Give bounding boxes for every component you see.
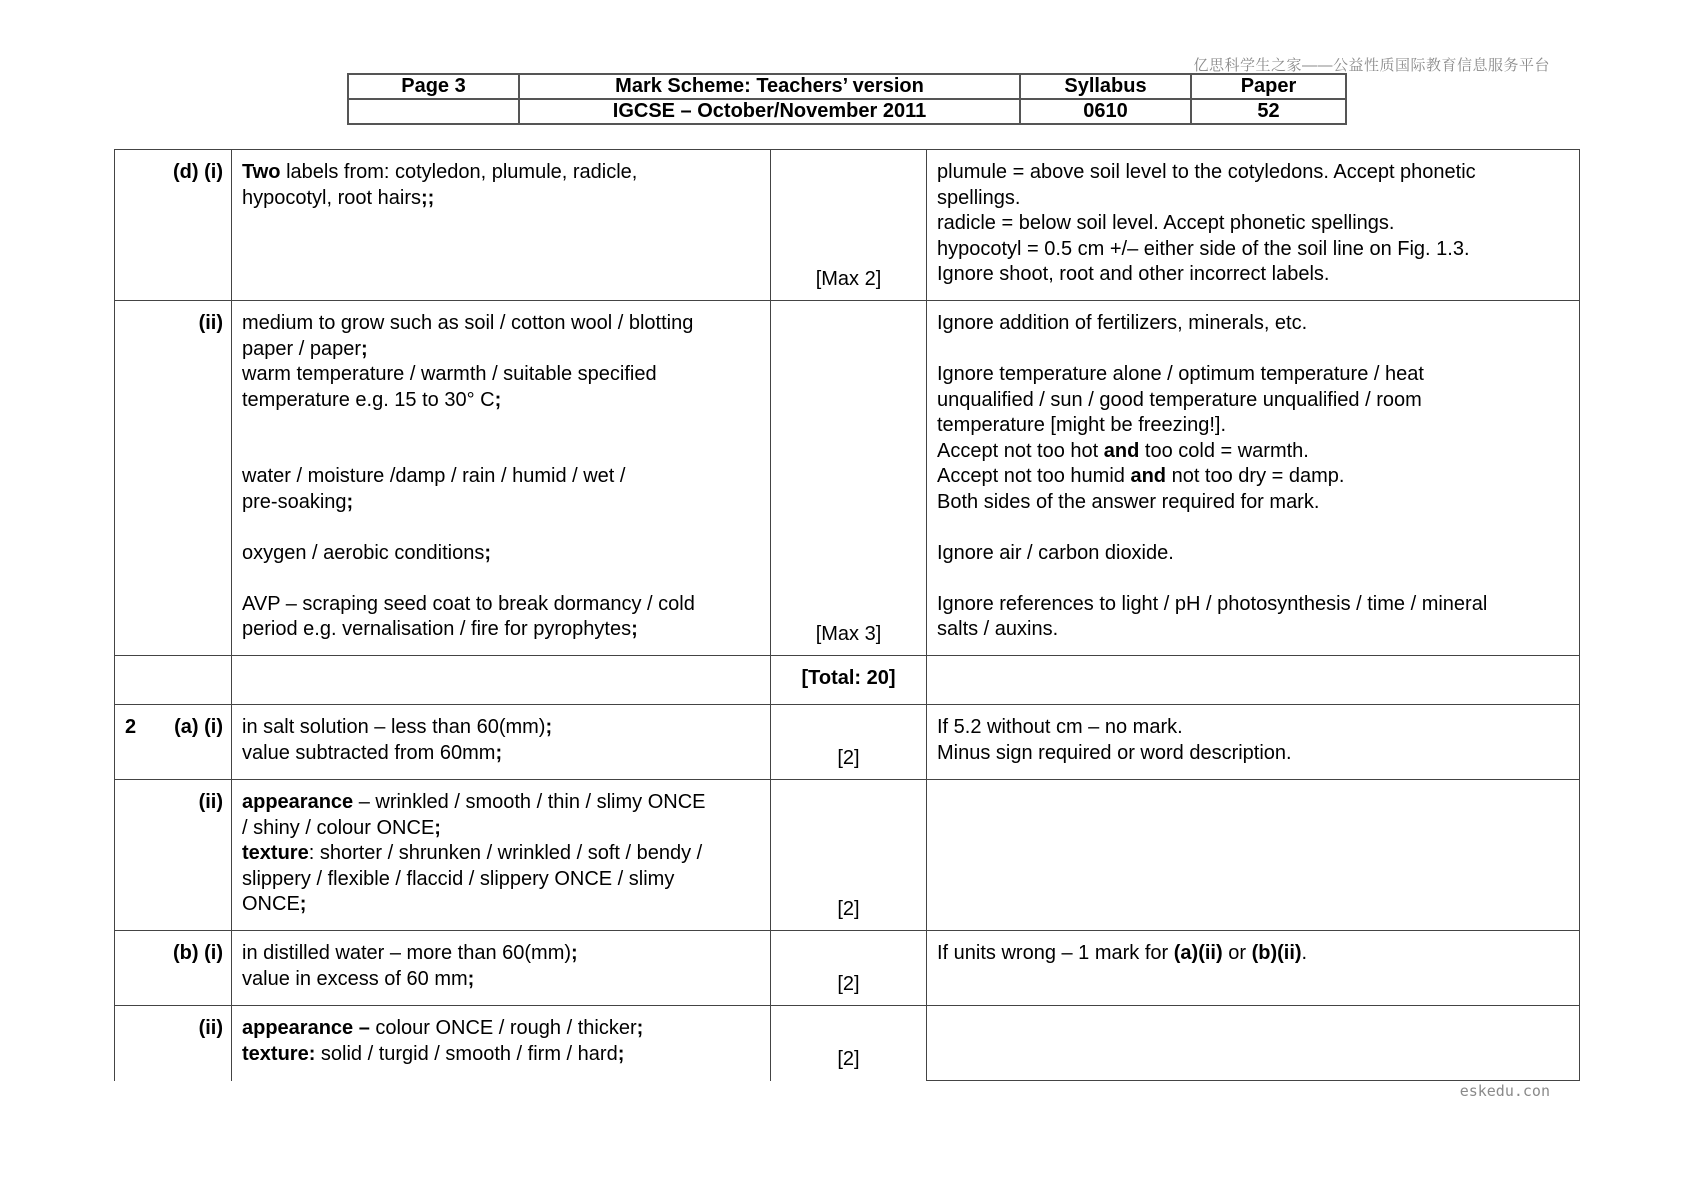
- table-row: [115, 150, 1580, 301]
- document-title: Mark Scheme: Teachers’ version: [519, 74, 1020, 99]
- guidance-cell: If 5.2 without cm – no mark. Minus sign required or word description.: [927, 705, 1580, 780]
- question-part: (ii): [115, 301, 232, 656]
- table-row: [115, 301, 1580, 656]
- mark-scheme-table: [114, 149, 1580, 1081]
- answer-cell: appearance – wrinkled / smooth / thin / slimy ONCE / shiny / colour ONCE; texture: shorter / shrunken / wrinkled / soft / bendy / slippery / flexible / flaccid / slippery ONCE / slimy ONCE;: [232, 780, 771, 931]
- marks-cell: [2]: [771, 705, 927, 780]
- watermark-top: 亿思科学生之家——公益性质国际教育信息服务平台: [1193, 57, 1550, 74]
- guidance-cell: Ignore addition of fertilizers, minerals, etc. Ignore temperature alone / optimum temperature / heat unqualified / sun / good temperature unqualified / room temperature [might be freezing!]. Accept not too hot and too cold = warmth. Accept not too humid and not too dry = damp. Both sides of the answer required for mark. Ignore air / carbon dioxide. Ignore references to light / pH / photosynthesis / time / mineral salts / auxins.: [927, 301, 1580, 656]
- table-row: [115, 656, 1580, 705]
- marks-cell: [2]: [771, 780, 927, 931]
- page-header-table: [347, 73, 1347, 125]
- watermark-bottom: eskedu.con: [1459, 1082, 1550, 1100]
- table-row: [115, 1006, 1580, 1081]
- question-part: (d) (i): [115, 150, 232, 301]
- question-part: (ii): [115, 1006, 232, 1081]
- page-number: Page 3: [348, 74, 519, 99]
- answer-cell: in salt solution – less than 60(mm); value subtracted from 60mm;: [232, 705, 771, 780]
- guidance-cell: [927, 780, 1580, 931]
- table-row: [115, 705, 1580, 780]
- table-row: [115, 931, 1580, 1006]
- exam-session: IGCSE – October/November 2011: [519, 99, 1020, 124]
- question-part: (ii): [115, 780, 232, 931]
- empty-cell: [927, 656, 1580, 705]
- empty-cell: [232, 656, 771, 705]
- answer-cell: in distilled water – more than 60(mm); value in excess of 60 mm;: [232, 931, 771, 1006]
- guidance-cell: plumule = above soil level to the cotyledons. Accept phonetic spellings. radicle = below soil level. Accept phonetic spellings. hypocotyl = 0.5 cm +/– either side of the soil line on Fig. 1.3. Ignore shoot, root and other incorrect labels.: [927, 150, 1580, 301]
- question-part: (b) (i): [115, 931, 232, 1006]
- guidance-cell: [927, 1006, 1580, 1081]
- answer-cell: Two labels from: cotyledon, plumule, radicle, hypocotyl, root hairs;;: [232, 150, 771, 301]
- marks-cell: [Max 3]: [771, 301, 927, 656]
- total-marks: [Total: 20]: [771, 656, 927, 705]
- empty-cell: [115, 656, 232, 705]
- answer-cell: appearance – colour ONCE / rough / thicker; texture: solid / turgid / smooth / firm / hard;: [232, 1006, 771, 1081]
- marks-cell: [Max 2]: [771, 150, 927, 301]
- syllabus-label: Syllabus: [1020, 74, 1191, 99]
- table-row: [115, 780, 1580, 931]
- paper-label: Paper: [1191, 74, 1346, 99]
- marks-cell: [2]: [771, 931, 927, 1006]
- syllabus-code: 0610: [1020, 99, 1191, 124]
- paper-number: 52: [1191, 99, 1346, 124]
- question-part: 2 (a) (i): [115, 705, 232, 780]
- guidance-cell: If units wrong – 1 mark for (a)(ii) or (b)(ii).: [927, 931, 1580, 1006]
- marks-cell: [2]: [771, 1006, 927, 1081]
- question-number: 2: [125, 716, 137, 738]
- header-empty-cell: [348, 99, 519, 124]
- answer-cell: medium to grow such as soil / cotton wool / blotting paper / paper; warm temperature / warmth / suitable specified temperature e.g. 15 to 30° C; water / moisture /damp / rain / humid / wet / pre-soaking; oxygen / aerobic conditions; AVP – scraping seed coat to break dormancy / cold period e.g. vernalisation / fire for pyrophytes;: [232, 301, 771, 656]
